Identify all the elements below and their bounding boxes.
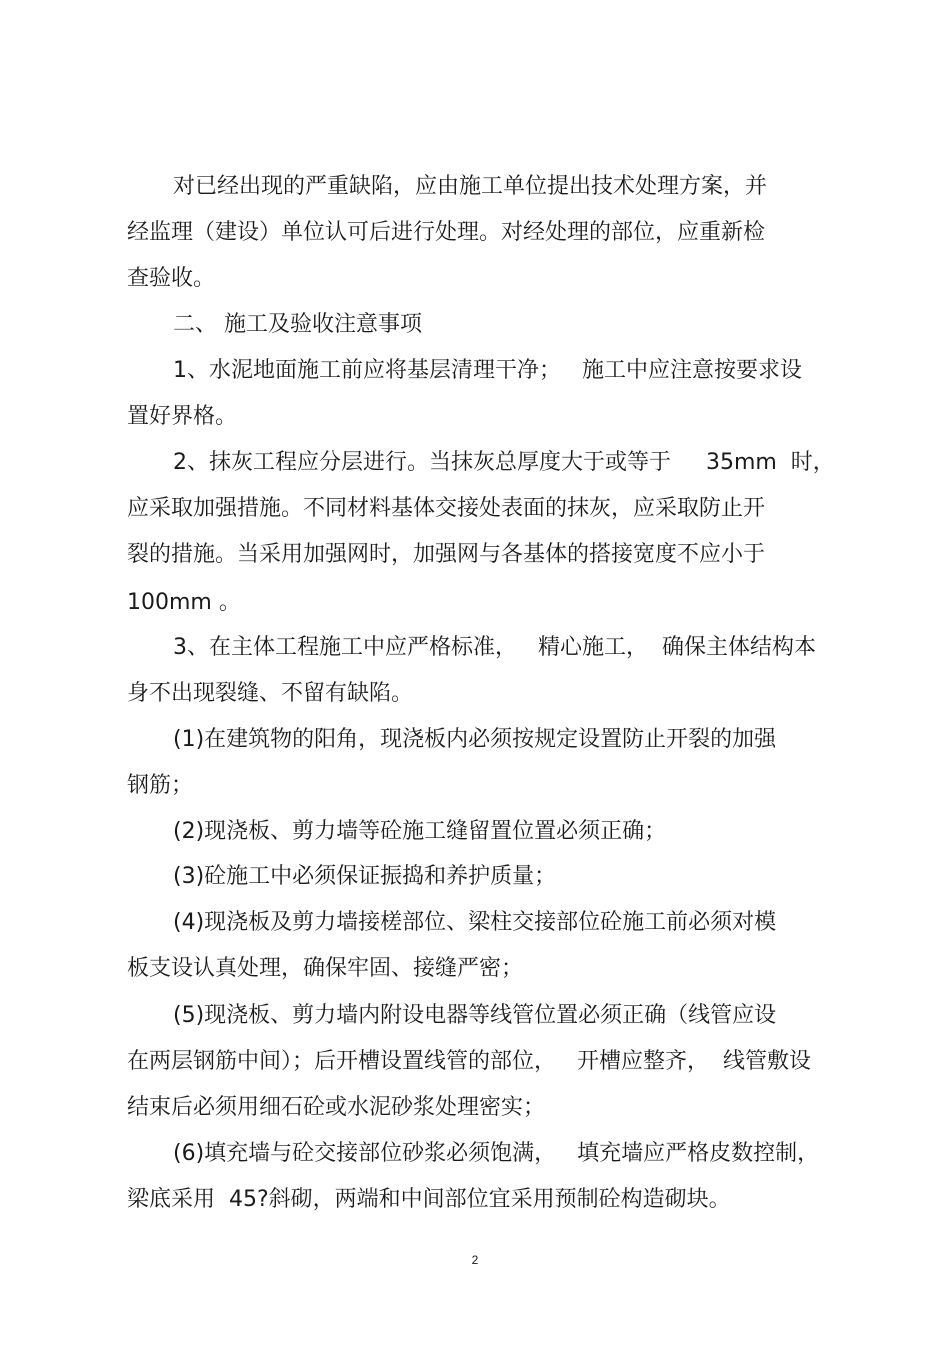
text-line: 身不出现裂缝、不留有缺陷。 xyxy=(127,681,414,706)
text-line: (6)填充墙与砼交接部位砂浆必须饱满， 填充墙应严格皮数控制， xyxy=(173,1141,820,1166)
section-heading: 二、 施工及验收注意事项 xyxy=(173,312,422,337)
text-line: 100mm 。 xyxy=(127,590,241,615)
text-line: (5)现浇板、剪力墙内附设电器等线管位置必须正确（线管应设 xyxy=(173,1003,777,1028)
text-line: 梁底采用 45?斜砌，两端和中间部位宜采用预制砼构造砌块。 xyxy=(127,1187,731,1212)
text-line: 经监理（建设）单位认可后进行处理。对经处理的部位，应重新检 xyxy=(127,220,766,245)
text-line: 在两层钢筋中间）；后开槽设置线管的部位， 开槽应整齐， 线管敷设 xyxy=(127,1049,811,1074)
text-line: (4)现浇板及剪力墙接槎部位、梁柱交接部位砼施工前必须对模 xyxy=(173,910,777,935)
page-number: 2 xyxy=(471,1253,479,1267)
text-line: 应采取加强措施。不同材料基体交接处表面的抹灰，应采取防止开 xyxy=(127,496,766,521)
text-line: (3)砼施工中必须保证振捣和养护质量； xyxy=(173,864,557,889)
text-line: 2、抹灰工程应分层进行。当抹灰总厚度大于或等于 35mm 时， xyxy=(173,450,835,475)
text-line: 钢筋； xyxy=(127,773,194,798)
text-line: 裂的措施。当采用加强网时，加强网与各基体的搭接宽度不应小于 xyxy=(127,542,766,567)
text-line: 3、在主体工程施工中应严格标准， 精心施工， 确保主体结构本 xyxy=(173,635,816,660)
text-line: 置好界格。 xyxy=(127,404,238,429)
text-line: (2)现浇板、剪力墙等砼施工缝留置位置必须正确； xyxy=(173,819,667,844)
text-line: 板支设认真处理，确保牢固、接缝严密； xyxy=(127,956,524,981)
text-line: 1、水泥地面施工前应将基层清理干净； 施工中应注意按要求设 xyxy=(173,358,802,383)
text-line: 查验收。 xyxy=(127,266,216,291)
text-line: 结束后必须用细石砼或水泥砂浆处理密实； xyxy=(127,1095,546,1120)
text-line: (1)在建筑物的阳角，现浇板内必须按规定设置防止开裂的加强 xyxy=(173,727,777,752)
text-line: 对已经出现的严重缺陷，应由施工单位提出技术处理方案，并 xyxy=(173,174,768,199)
